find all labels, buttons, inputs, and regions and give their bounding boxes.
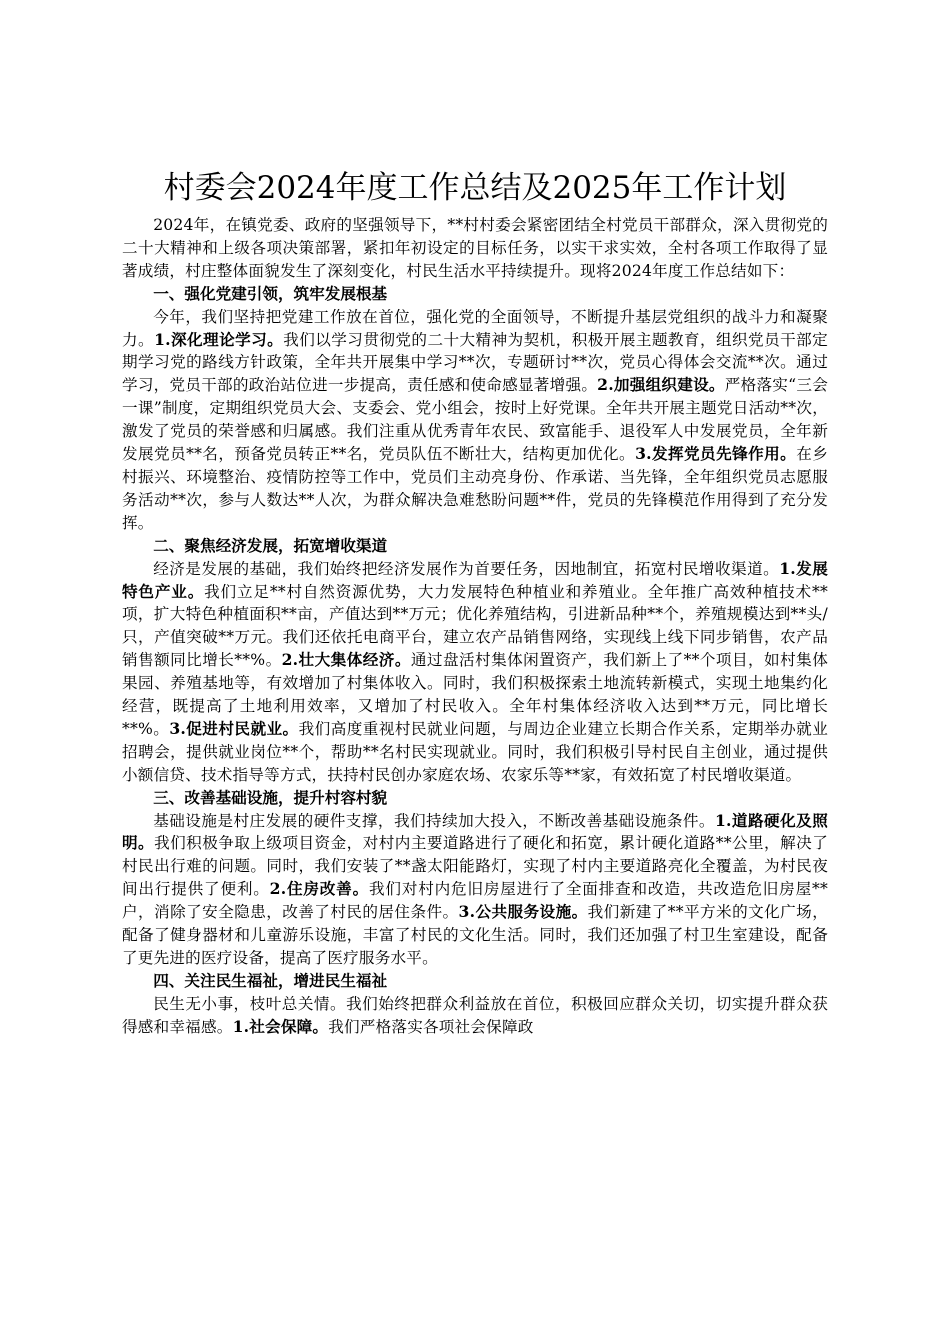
item-text: 严格落实“三会一课”制度，定期组织党员大会、支委会、党小组会，按时上好党课。全年共开展主题党日活动**次，激发了党员的荣誉感和归属感。我们注重从优秀青年农民、致富能手、退役军人中发展党员，全年新发展党员**名，预备党员转正**名，党员队伍不断壮大，结构更加优化。 xyxy=(122,376,828,464)
section-lead: 今年，我们坚持把党建工作放在首位，强化党的全面领导，不断提升基层党组织的战斗力和凝聚力。 xyxy=(122,307,828,349)
item-label: 2.加强组织建设。 xyxy=(597,375,725,395)
section-body-2 xyxy=(122,558,828,787)
item-label: 1.社会保障。 xyxy=(232,1016,329,1036)
item-label: 1.深化理论学习。 xyxy=(154,329,284,349)
section-body-1 xyxy=(122,306,828,535)
item-text: 在乡村振兴、环境整治、疫情防控等工作中，党员们主动亮身份、作承诺、当先锋，全年组织党员志愿服务活动**次，参与人数达**人次，为群众解决急难愁盼问题**件，党员的先锋模范作用得到了充分发挥。 xyxy=(122,445,829,532)
section-lead: 基础设施是村庄发展的硬件支撑，我们持续加大投入，不断改善基础设施条件。 xyxy=(153,811,715,830)
item-text: 我们立足**村自然资源优势，大力发展特色种植业和养殖业。全年推广高效种植技术**项，扩大特色种植面积**亩，产值达到**万元；优化养殖结构，引进新品种**个，养殖规模达到**头/只，产值突破**万元。我们还依托电商平台，建立农产品销售网络，实现线上线下同步销售，农产品销售额同比增长**%。 xyxy=(122,582,828,670)
item-text: 我们严格落实各项社会保障政 xyxy=(328,1017,534,1036)
item-text: 我们新建了**平方米的文化广场，配备了健身器材和儿童游乐设施，丰富了村民的文化生活。同时，我们还加强了村卫生室建设，配备了更先进的医疗设备，提高了医疗服务水平。 xyxy=(122,903,828,967)
section-lead: 民生无小事，枝叶总关情。我们始终把群众利益放在首位，积极回应群众关切，切实提升群众获得感和幸福感。 xyxy=(122,994,828,1036)
section-body-4 xyxy=(122,993,828,1039)
item-text: 我们对村内危旧房屋进行了全面排查和改造，共改造危旧房屋**户，消除了安全隐患，改善了村民的居住条件。 xyxy=(122,880,828,922)
item-label: 3.促进村民就业。 xyxy=(169,718,299,738)
section-heading-1: 一、强化党建引领，筑牢发展根基 xyxy=(153,283,388,303)
item-label: 3.发挥党员先锋作用。 xyxy=(635,444,797,464)
intro-paragraph: 2024年，在镇党委、政府的坚强领导下，**村村委会紧密团结全村党员干部群众，深入贯彻党的二十大精神和上级各项决策部署，紧扣年初设定的目标任务，以实干求实效，全村各项工作取得了显著成绩，村庄整体面貌发生了深刻变化，村民生活水平持续提升。现将2024年度工作总结如下： xyxy=(122,216,828,280)
item-text: 通过盘活村集体闲置资产，我们新上了**个项目，如村集体果园、养殖基地等，有效增加了村集体收入。同时，我们积极探索土地流转新模式，实现土地集约化经营，既提高了土地利用效率，又增加了村民收入。全年村集体经济收入达到**万元，同比增长**%。 xyxy=(122,651,828,738)
section-heading-3: 三、改善基础设施，提升村容村貌 xyxy=(153,787,388,807)
section-lead: 经济是发展的基础，我们始终把经济发展作为首要任务，因地制宜，拓宽村民增收渠道。 xyxy=(153,559,780,578)
item-label: 2.住房改善。 xyxy=(269,879,369,899)
section-heading-4: 四、关注民生福祉，增进民生福祉 xyxy=(153,970,388,990)
section-body-3 xyxy=(122,810,828,970)
document-title: 村委会2024年度工作总结及2025年工作计划 xyxy=(163,170,787,206)
item-label: 2.壮大集体经济。 xyxy=(281,650,411,670)
section-heading-2: 二、聚焦经济发展，拓宽增收渠道 xyxy=(153,535,388,555)
item-label: 1.发展特色产业。 xyxy=(122,558,828,601)
item-text: 我们积极争取上级项目资金，对村内主要道路进行了硬化和拓宽，累计硬化道路**公里，解决了村民出行难的问题。同时，我们安装了**盏太阳能路灯，实现了村内主要道路亮化全覆盖，为村民夜间出行提供了便利。 xyxy=(122,834,828,899)
item-text: 我们高度重视村民就业问题，与周边企业建立长期合作关系，定期举办就业招聘会，提供就业岗位**个，帮助**名村民实现就业。同时，我们积极引导村民自主创业，通过提供小额信贷、技术指导等方式，扶持村民创办家庭农场、农家乐等**家，有效拓宽了村民增收渠道。 xyxy=(122,719,828,784)
item-label: 1.道路硬化及照明。 xyxy=(122,810,828,853)
item-label: 3.公共服务设施。 xyxy=(458,902,588,922)
item-text: 我们以学习贯彻党的二十大精神为契机，积极开展主题教育，组织党员干部定期学习党的路线方针政策，全年共开展集中学习**次，专题研讨**次，党员心得体会交流**次。通过学习，党员干部的政治站位进一步提高，责任感和使命感显著增强。 xyxy=(122,330,828,395)
